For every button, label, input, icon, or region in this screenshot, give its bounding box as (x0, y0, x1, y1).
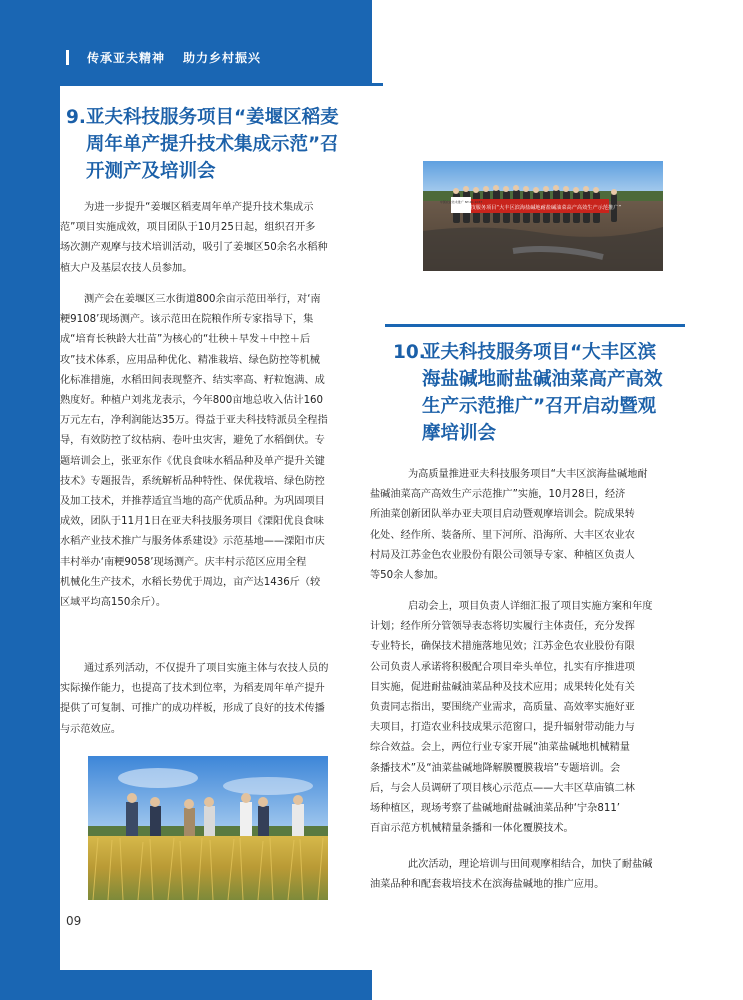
banner-text: 亚夫科技服务项目“大丰区滨海盐碱地耐盐碱油菜高产高效生产示范推广” (454, 205, 622, 211)
paragraph-line: 油菜品种和配套栽培技术在滨海盐碱地的推广应用。 (370, 879, 605, 891)
paragraph-line: 百亩示范方机械精量条播和一体化覆膜技术。 (370, 823, 574, 835)
paragraph-line: 等50余人参加。 (370, 570, 445, 582)
section9-rule (60, 83, 383, 86)
paragraph-line: 熟度好。种植户刘兆龙表示，今年800亩地总收入估计160 (60, 395, 324, 407)
paragraph-line: 此次活动，理论培训与田间观摩相结合，加快了耐盐碱 (408, 859, 653, 870)
banner-tag: 中国农业技术推广 NT-KC-1037 (439, 200, 483, 204)
section9-paragraph-3 (60, 659, 370, 740)
paragraph-line: 范”项目实施成效，项目团队于10月25日起，组织召开多 (60, 222, 316, 234)
paragraph-line: 专业特长，确保技术措施落地见效；江苏金色农业股份有限 (370, 641, 635, 653)
paragraph-line: 测产会在姜堰区三水街道800余亩示范田举行，对‘南 (84, 294, 321, 305)
paragraph-line: 公司负责人承诺将积极配合项目牵头单位，扎实有序推进项 (370, 661, 635, 673)
paragraph-line: 攻”技术体系，应用品种优化、精准栽培、绿色防控等机械 (60, 354, 320, 366)
section9-title-line: 周年单产提升技术集成示范”召 (86, 134, 339, 155)
paragraph-line: 为进一步提升“姜堰区稻麦周年单产提升技术集成示 (84, 202, 314, 213)
paragraph-line: 场次测产观摩与技术培训活动，吸引了姜堰区50余名水稻种 (60, 242, 328, 254)
section10-paragraph-3 (370, 855, 682, 895)
paragraph-line: 盐碱油菜高产高效生产示范推广”实施，10月28日，经济 (370, 489, 626, 501)
section10-title-line: 亚夫科技服务项目“大丰区滨 (422, 342, 657, 363)
paragraph-line: 成效，团队于11月1日在亚夫科技服务项目《溧阳优良食味 (60, 516, 324, 528)
section9-paragraph-1 (60, 198, 370, 279)
paragraph-line: 题培训会上，张亚东作《优良食味水稻品种及单产提升关键 (60, 455, 325, 467)
section10-paragraph-2 (370, 597, 682, 839)
paragraph-line: 机械化生产技术，水稻长势优于周边，亩产达1436斤（较 (60, 576, 321, 588)
section10-title-line: 生产示范推广”召开启动暨观 (422, 396, 657, 417)
paragraph-line: 为高质量推进亚夫科技服务项目“大丰区滨海盐碱地耐 (408, 469, 648, 480)
paragraph-line: 植大户及基层农技人员参加。 (60, 262, 193, 274)
photo-rice-field-inspection (88, 756, 328, 900)
section9-title-line: 开测产及培训会 (86, 161, 216, 182)
paragraph-line: 条播技术”及“油菜盐碱地降解膜覆膜栽培”专题培训。会 (370, 762, 621, 774)
paragraph-line: 区域平均高150余斤）。 (60, 597, 167, 609)
paragraph-line: 提供了可复制、可推广的成功样板，形成了良好的技术传播 (60, 703, 325, 715)
section10-title-line: 摩培训会 (422, 423, 497, 444)
paragraph-line: 后，与会人员调研了项目核心示范点——大丰区草庙镇二林 (370, 782, 635, 794)
header-right-text: 助力乡村振兴 (183, 50, 262, 65)
paragraph-line: 丰村举办‘南粳9058’现场测产。庆丰村示范区应用全程 (60, 556, 307, 568)
section9-number: 9. (66, 107, 86, 128)
paragraph-line: 所油菜创新团队举办亚夫项目启动暨观摩培训会。院成果转 (370, 509, 635, 521)
section10-rule (385, 324, 685, 327)
header-left-text: 传承亚夫精神 (87, 50, 166, 65)
photo-rapeseed-field-group (423, 161, 663, 271)
paragraph-line: 实际操作能力，也提高了技术到位率，为稻麦周年单产提升 (60, 683, 325, 695)
paragraph-line: 夫项目，打造农业科技成果示范窗口，提升辐射带动能力与 (370, 722, 635, 734)
paragraph-line: 成“培育长秧龄大壮苗”为核心的“壮秧＋早发＋中控＋后 (60, 334, 311, 346)
paragraph-line: 化标准措施，水稻田间表现整齐、结实率高、籽粒饱满、成 (60, 374, 325, 386)
page-header (66, 48, 261, 66)
section10-title (393, 339, 683, 447)
paragraph-line: 计划；经作所分管领导表态将切实履行主体责任，充分发挥 (370, 621, 635, 633)
paragraph-line: 目实施，促进耐盐碱油菜品种及技术应用；成果转化处有关 (370, 681, 635, 693)
paragraph-line: 导，有效防控了纹枯病、卷叶虫灾害，避免了水稻倒伏。专 (60, 435, 325, 447)
paragraph-line: 村局及江苏金色农业股份有限公司领导专家、种植区负责人 (370, 549, 635, 561)
paragraph-line: 场种植区，现场考察了盐碱地耐盐碱油菜品种‘宁杂811’ (370, 803, 621, 815)
section10-title-line: 海盐碱地耐盐碱油菜高产高效 (422, 369, 663, 390)
paragraph-line: 化处、经作所、装备所、里下河所、沿海所、大丰区农业农 (370, 529, 635, 541)
section9-title-line: 亚夫科技服务项目“姜堰区稻麦 (86, 107, 339, 128)
section9-paragraph-2 (60, 290, 370, 613)
page-number: 09 (66, 914, 82, 928)
paragraph-line: 通过系列活动，不仅提升了项目实施主体与农技人员的 (84, 663, 329, 674)
paragraph-line: 万元左右，净利润能达35万。得益于亚夫科技特派员全程指 (60, 415, 328, 427)
paragraph-line: 与示范效应。 (60, 723, 122, 735)
paragraph-line: 粳9108’现场测产。该示范田在院粮作所专家指导下，集 (60, 314, 314, 326)
section10-paragraph-1 (370, 465, 682, 586)
paragraph-line: 综合效益。会上，两位行业专家开展“油菜盐碱地机械精量 (370, 742, 630, 754)
paragraph-line: 启动会上，项目负责人详细汇报了项目实施方案和年度 (408, 601, 653, 612)
paragraph-line: 技术》专题报告，系统解析品种特性、保优栽培、绿色防控 (60, 475, 325, 487)
header-bar (66, 50, 69, 65)
section10-number: 10. (393, 342, 426, 363)
paragraph-line: 水稻产业技术推广与服务体系建设》示范基地——溧阳市庆 (60, 536, 325, 548)
paragraph-line: 负责同志指出，要围绕产业需求，高质量、高效率实施好亚 (370, 702, 635, 714)
paragraph-line: 及加工技术，并推荐适宜当地的高产优质品种。为巩固项目 (60, 496, 325, 508)
section9-title (66, 104, 366, 185)
